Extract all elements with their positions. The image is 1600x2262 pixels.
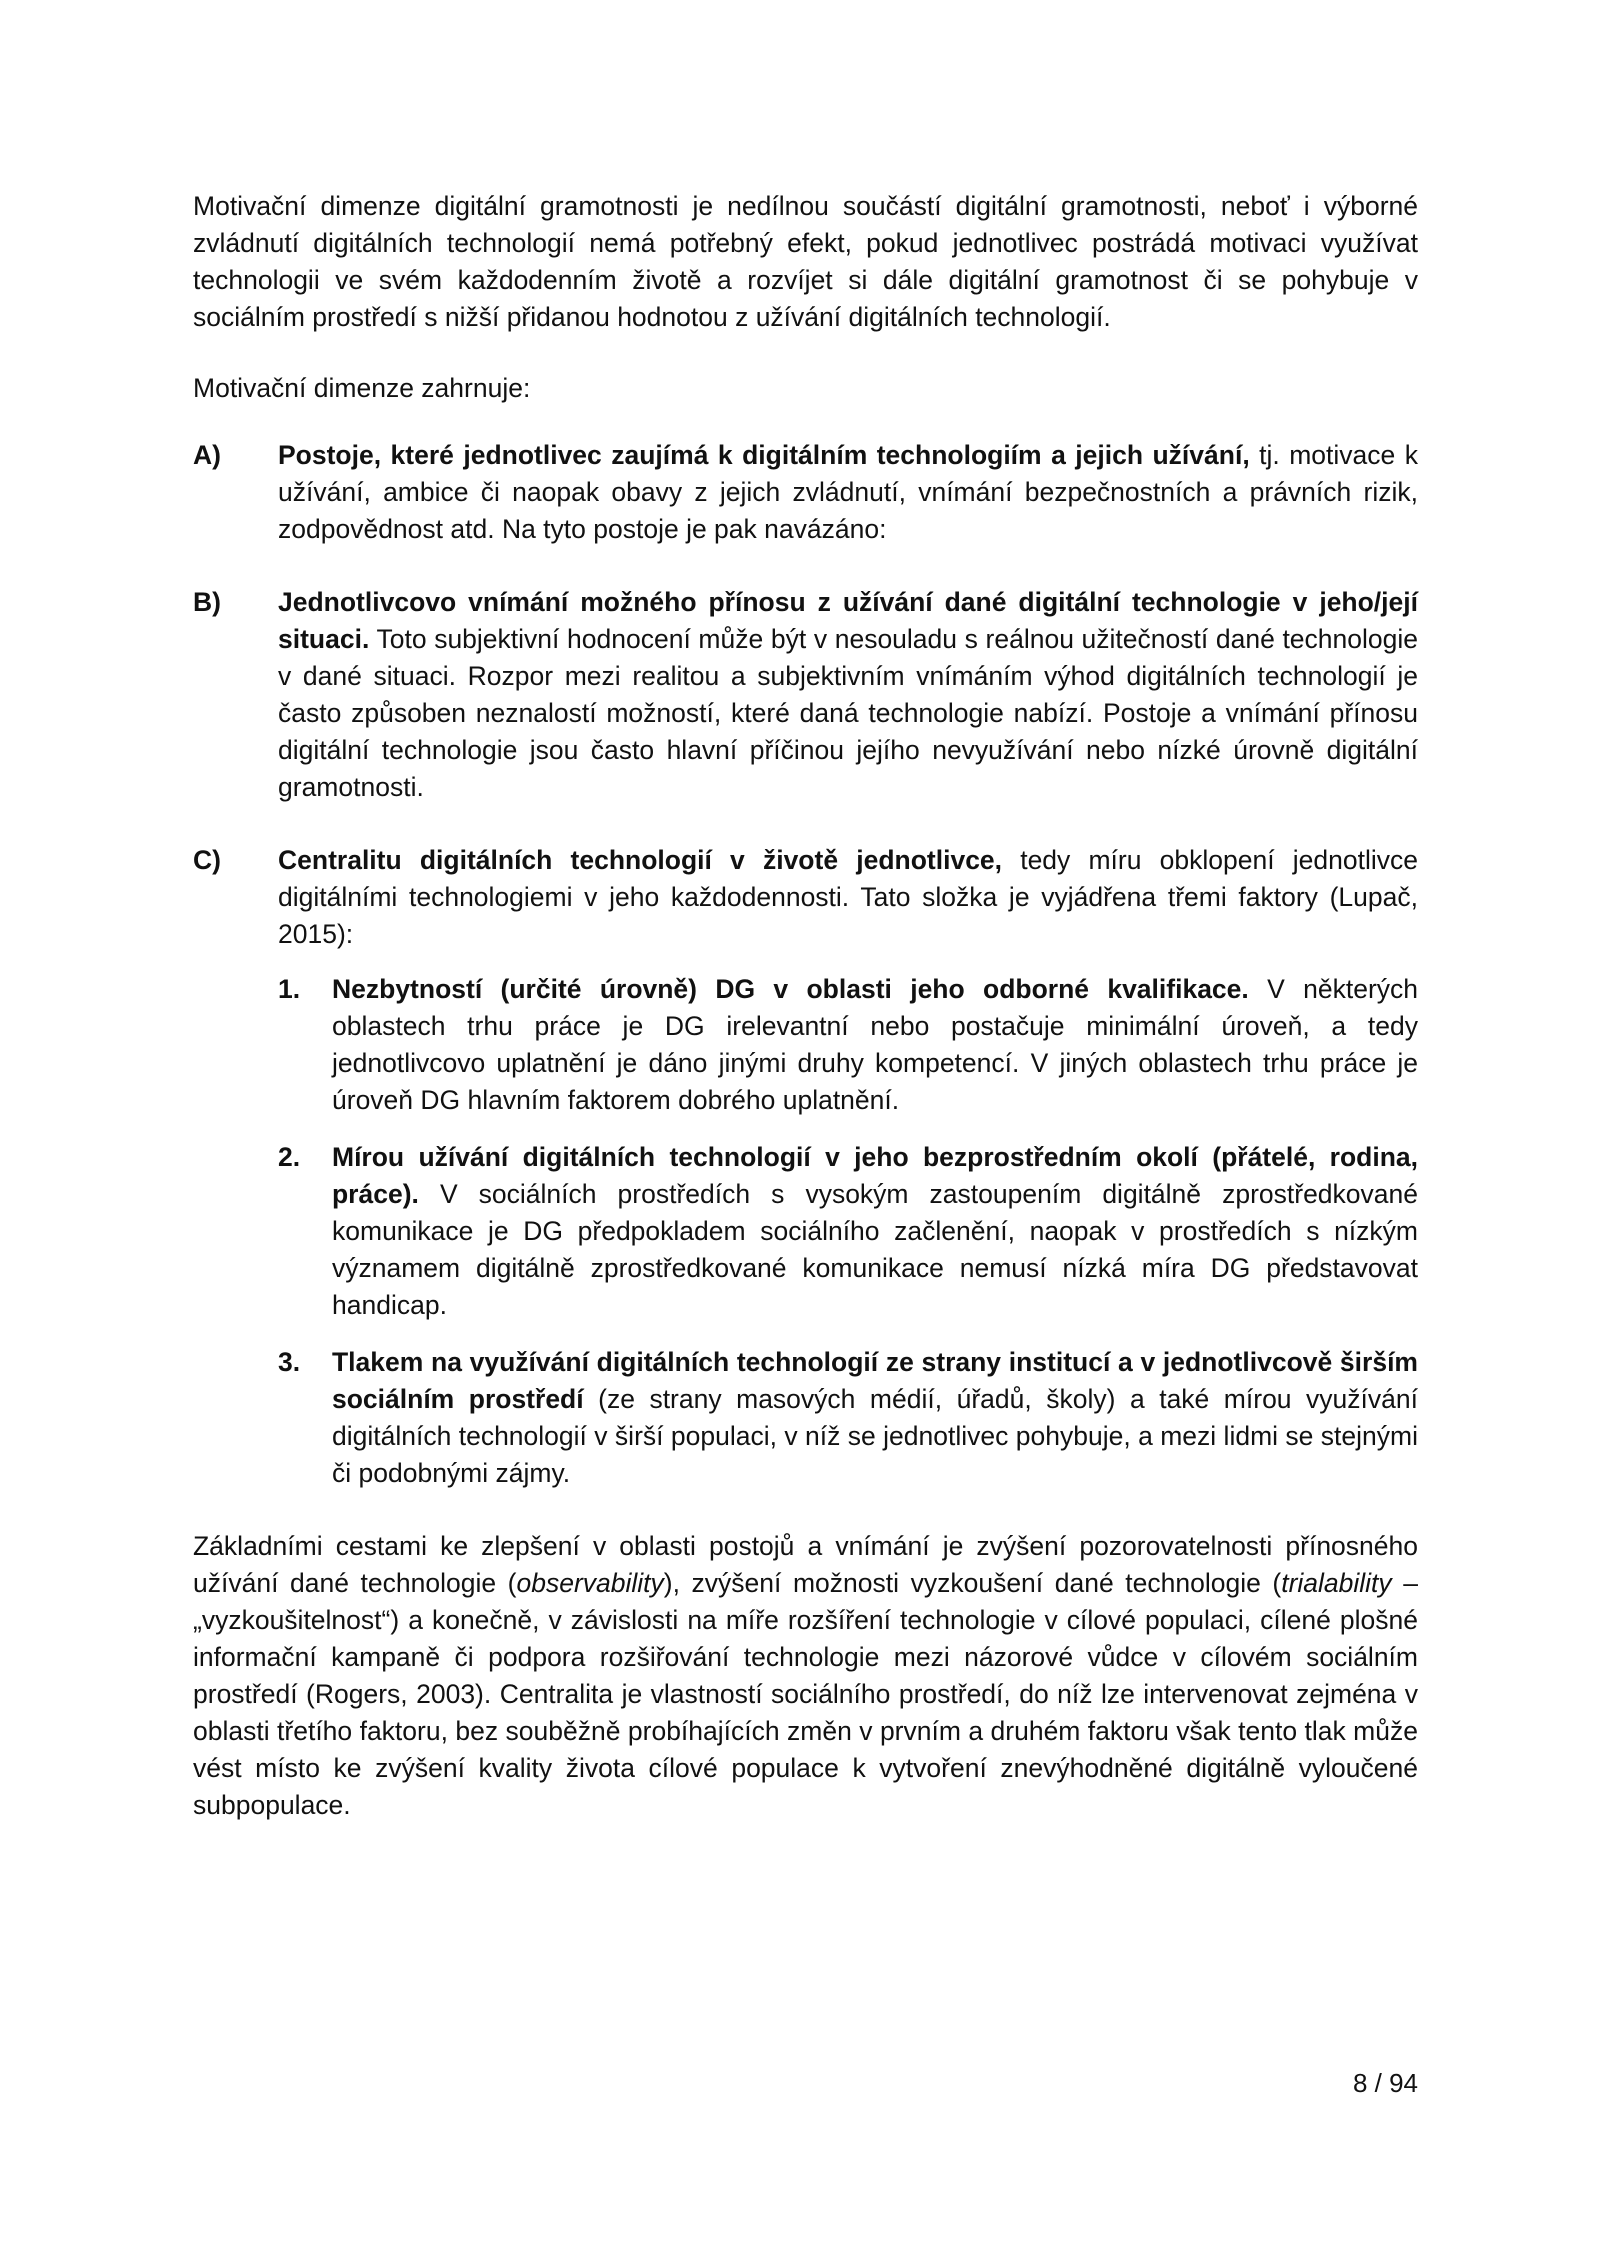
list-item-heading: Postoje, které jednotlivec zaujímá k digitálním technologiím a jejich užívání, [278, 440, 1250, 470]
paragraph-intro: Motivační dimenze zahrnuje: [193, 373, 531, 403]
sub-item-number: 3. [278, 1347, 301, 1377]
list-item-heading: Centralitu digitálních technologií v životě jednotlivce, [278, 845, 1003, 875]
sub-item-description: V některých oblastech trhu práce je DG irelevantní nebo postačuje minimální úroveň, a tedy jednotlivcovo uplatnění je dáno jinými druhy kompetencí. V jiných oblastech trhu práce je úroveň DG hlavním faktorem dobrého uplatnění. [332, 974, 1419, 1115]
conclusion-part-2: ), zvýšení možnosti vyzkoušení dané technologie ( [663, 1568, 1282, 1598]
list-item-description: Toto subjektivní hodnocení může být v nesouladu s reálnou užitečností dané technologie v dané situaci. Rozpor mezi realitou a subjektivním vnímáním výhod digitálních technologií je často způsoben neznalostí možností, které daná technologie nabízí. Postoje a vnímání přínosu digitální technologie jsou často hlavní příčinou jejího nevyužívání nebo nízké úrovně digitální gramotnosti. [278, 624, 1418, 802]
sub-item-text [332, 971, 1418, 1119]
sub-item-2 [278, 1139, 1418, 1324]
sub-item-text [332, 1139, 1418, 1324]
list-item-text [278, 437, 1418, 548]
sub-item-text [332, 1344, 1418, 1492]
term-trialability: trialability [1281, 1568, 1392, 1598]
list-marker: C) [193, 845, 221, 875]
document-page [193, 188, 1418, 1824]
list-item-text [278, 584, 1418, 806]
paragraph-conclusion [193, 1528, 1418, 1824]
paragraph-motivation: Motivační dimenze digitální gramotnosti je nedílnou součástí digitální gramotnosti, neboť i výborné zvládnutí digitálních technologií nemá potřebný efekt, pokud jednotlivec postrádá motivaci využívat technologii ve svém každodenním životě a rozvíjet si dále digitální gramotnost či se pohybuje v sociálním prostředí s nižší přidanou hodnotou z užívání digitálních technologií. [193, 191, 1418, 332]
list-marker: A) [193, 440, 221, 470]
sub-item-heading: Tlakem na využívání digitálních technologií ze strany institucí a v jednotlivcově širším sociálním prostředí [332, 1347, 1418, 1414]
list-item-heading: Jednotlivcovo vnímání možného přínosu z užívání dané digitální technologie v jeho/její situaci. [278, 587, 1418, 654]
list-item-text [278, 842, 1418, 1492]
sub-item-1 [278, 971, 1418, 1119]
sub-item-heading: Nezbytností (určité úrovně) DG v oblasti jeho odborné kvalifikace. [332, 974, 1249, 1004]
list-marker: B) [193, 587, 221, 617]
list-item-c [193, 842, 1418, 1492]
term-observability: observability [516, 1568, 664, 1598]
sub-item-number: 2. [278, 1142, 301, 1172]
sub-item-description: V sociálních prostředích s vysokým zastoupením digitálně zprostředkované komunikace je DG předpokladem sociálního začlenění, naopak v prostředích s nízkým významem digitálně zprostředkované komunikace nemusí nízká míra DG představovat handicap. [332, 1179, 1418, 1320]
list-item-description: tj. motivace k užívání, ambice či naopak obavy z jejich zvládnutí, vnímání bezpečnostních a právních rizik, zodpovědnost atd. Na tyto postoje je pak navázáno: [278, 440, 1418, 544]
list-item-description: tedy míru obklopení jednotlivce digitálními technologiemi v jeho každodennosti. Tato složka je vyjádřena třemi faktory (Lupač, 2015): [278, 845, 1418, 949]
list-item-b [193, 584, 1418, 806]
sub-item-description: (ze strany masových médií, úřadů, školy) a také mírou využívání digitálních technologií v širší populaci, v níž se jednotlivec pohybuje, a mezi lidmi se stejnými či podobnými zájmy. [332, 1384, 1418, 1488]
sub-item-heading: Mírou užívání digitálních technologií v jeho bezprostředním okolí (přátelé, rodina, práce). [332, 1142, 1418, 1209]
sub-item-3 [278, 1344, 1418, 1492]
conclusion-part-1: Základními cestami ke zlepšení v oblasti postojů a vnímání je zvýšení pozorovatelnosti přínosného užívání dané technologie ( [193, 1531, 1418, 1598]
conclusion-part-3: – „vyzkoušitelnost“) a konečně, v závislosti na míře rozšíření technologie v cílové populaci, cílené plošné informační kampaně či podpora rozšiřování technologie mezi názorové vůdce v cílovém sociálním prostředí (Rogers, 2003). Centralita je vlastností sociálního prostředí, do níž lze intervenovat zejména v oblasti třetího faktoru, bez souběžně probíhajících změn v prvním a druhém faktoru však tento tlak může vést místo ke zvýšení kvality života cílové populace k vytvoření znevýhodněné digitálně vyloučené subpopulace. [193, 1568, 1418, 1820]
page-number: 8 / 94 [1352, 2068, 1418, 2098]
sub-item-number: 1. [278, 974, 301, 1004]
list-item-a [193, 437, 1418, 548]
